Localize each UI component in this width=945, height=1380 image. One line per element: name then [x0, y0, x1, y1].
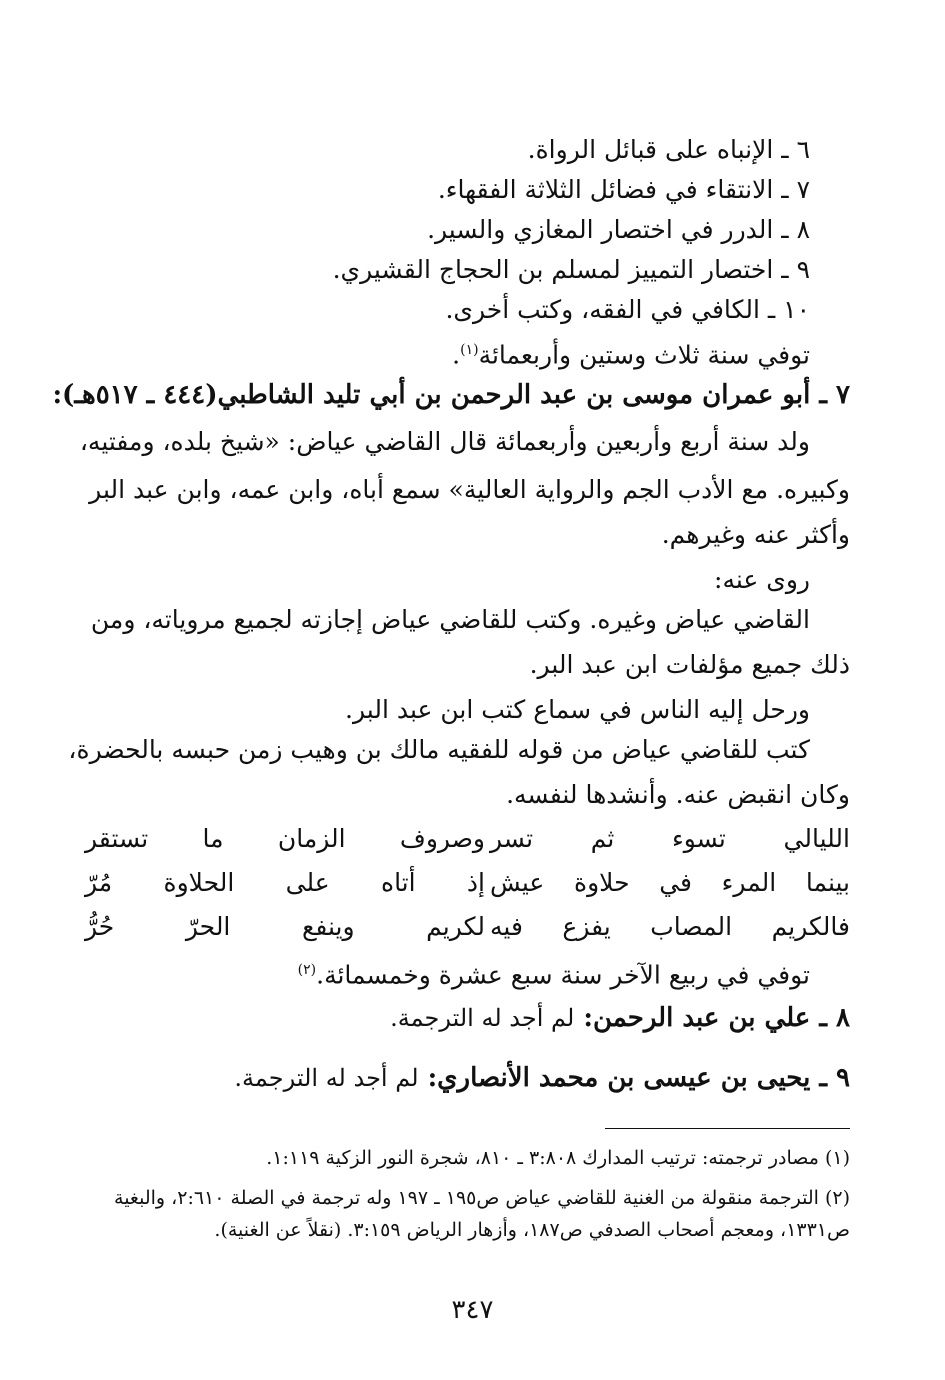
- poem-verse: [85, 906, 850, 948]
- footnote-2-cont: ص١٣٣١، ومعجم أصحاب الصدفي ص١٨٧، وأزهار الرياض ٣:١٥٩. (نقلاً عن الغنية).: [214, 1219, 850, 1241]
- travel-line: ورحل إليه الناس في سماع كتب ابن عبد البر.: [345, 695, 810, 724]
- death-line-2: [85, 950, 810, 995]
- rawa-line-1: القاضي عياض وغيره. وكتب للقاضي عياض إجازته لجميع مروياته، ومن: [90, 605, 810, 634]
- poem-verse: [85, 818, 850, 860]
- entry-9-name: ٩ ـ يحيى بن عيسى بن محمد الأنصاري:: [427, 1063, 850, 1093]
- entry-8-note: لم أجد له الترجمة.: [390, 1004, 575, 1032]
- footnote-2: (٢) الترجمة منقولة من الغنية للقاضي عياض ص١٩٥ ـ ١٩٧ وله ترجمة في الصلة ٢:٦١٠، والبغية: [114, 1187, 850, 1209]
- death-line-1: [85, 330, 810, 375]
- list-item-10: ١٠ ـ الكافي في الفقه، وكتب أخرى.: [445, 295, 810, 324]
- entry-7-heading: ٧ ـ أبو عمران موسى بن عبد الرحمن بن أبي تليد الشاطبي(٤٤٤ ـ ٥١٧هـ):: [52, 380, 850, 410]
- footnote-ref-2: (٢): [297, 962, 317, 978]
- page-number: ٣٤٧: [451, 1295, 494, 1325]
- poem-hemistich-second: وصروف الزمان ما تستقر: [85, 824, 485, 853]
- entry-9: [85, 1058, 850, 1098]
- rawa-line-2: ذلك جميع مؤلفات ابن عبد البر.: [529, 650, 850, 679]
- death-text-2: توفي في ربيع الآخر سنة سبع عشرة وخمسمائة.: [316, 960, 810, 990]
- death-text-1-end: .: [452, 340, 461, 370]
- footnote-ref-1: (١): [460, 342, 479, 358]
- poem-hemistich-second: لكريم وينفع الحرّ حُرُّ: [85, 912, 485, 941]
- entry-9-note: لم أجد له الترجمة.: [234, 1064, 419, 1092]
- entry-8-name: ٨ ـ علي بن عبد الرحمن:: [583, 1003, 850, 1033]
- wrote-line-2: وكان انقبض عنه. وأنشدها لنفسه.: [506, 780, 850, 809]
- list-item-9: ٩ ـ اختصار التمييز لمسلم بن الحجاج القشيري.: [332, 255, 810, 284]
- bio-line-2: وكبيره. مع الأدب الجم والرواية العالية» سمع أباه، وابن عمه، وابن عبد البر: [89, 475, 850, 504]
- bio-line-3: وأكثر عنه وغيرهم.: [661, 520, 850, 549]
- poem-hemistich-first: الليالي تسوء ثم تسر: [490, 824, 850, 853]
- entry-8: [85, 998, 850, 1038]
- list-item-7: ٧ ـ الانتقاء في فضائل الثلاثة الفقهاء.: [437, 175, 810, 204]
- poem-hemistich-second: إذ أتاه على الحلاوة مُرّ: [85, 868, 485, 897]
- list-item-6: ٦ ـ الإنباه على قبائل الرواة.: [527, 135, 810, 164]
- footnote-1: (١) مصادر ترجمته: ترتيب المدارك ٣:٨٠٨ ـ ٨١٠، شجرة النور الزكية ١:١١٩.: [266, 1147, 850, 1169]
- poem-verse: [85, 862, 850, 904]
- rawa-label: روى عنه:: [714, 565, 810, 594]
- footnote-divider: [605, 1128, 850, 1129]
- wrote-line-1: كتب للقاضي عياض من قوله للفقيه مالك بن وهيب زمن حبسه بالحضرة،: [68, 735, 810, 764]
- poem-hemistich-first: بينما المرء في حلاوة عيش: [490, 868, 850, 897]
- list-item-8: ٨ ـ الدرر في اختصار المغازي والسير.: [427, 215, 810, 244]
- death-text-1: توفي سنة ثلاث وستين وأربعمائة: [478, 340, 810, 370]
- poem-hemistich-first: فالكريم المصاب يفزع فيه: [490, 912, 850, 941]
- bio-line-1: ولد سنة أربع وأربعين وأربعمائة قال القاضي عياض: «شيخ بلده، ومفتيه،: [79, 427, 810, 456]
